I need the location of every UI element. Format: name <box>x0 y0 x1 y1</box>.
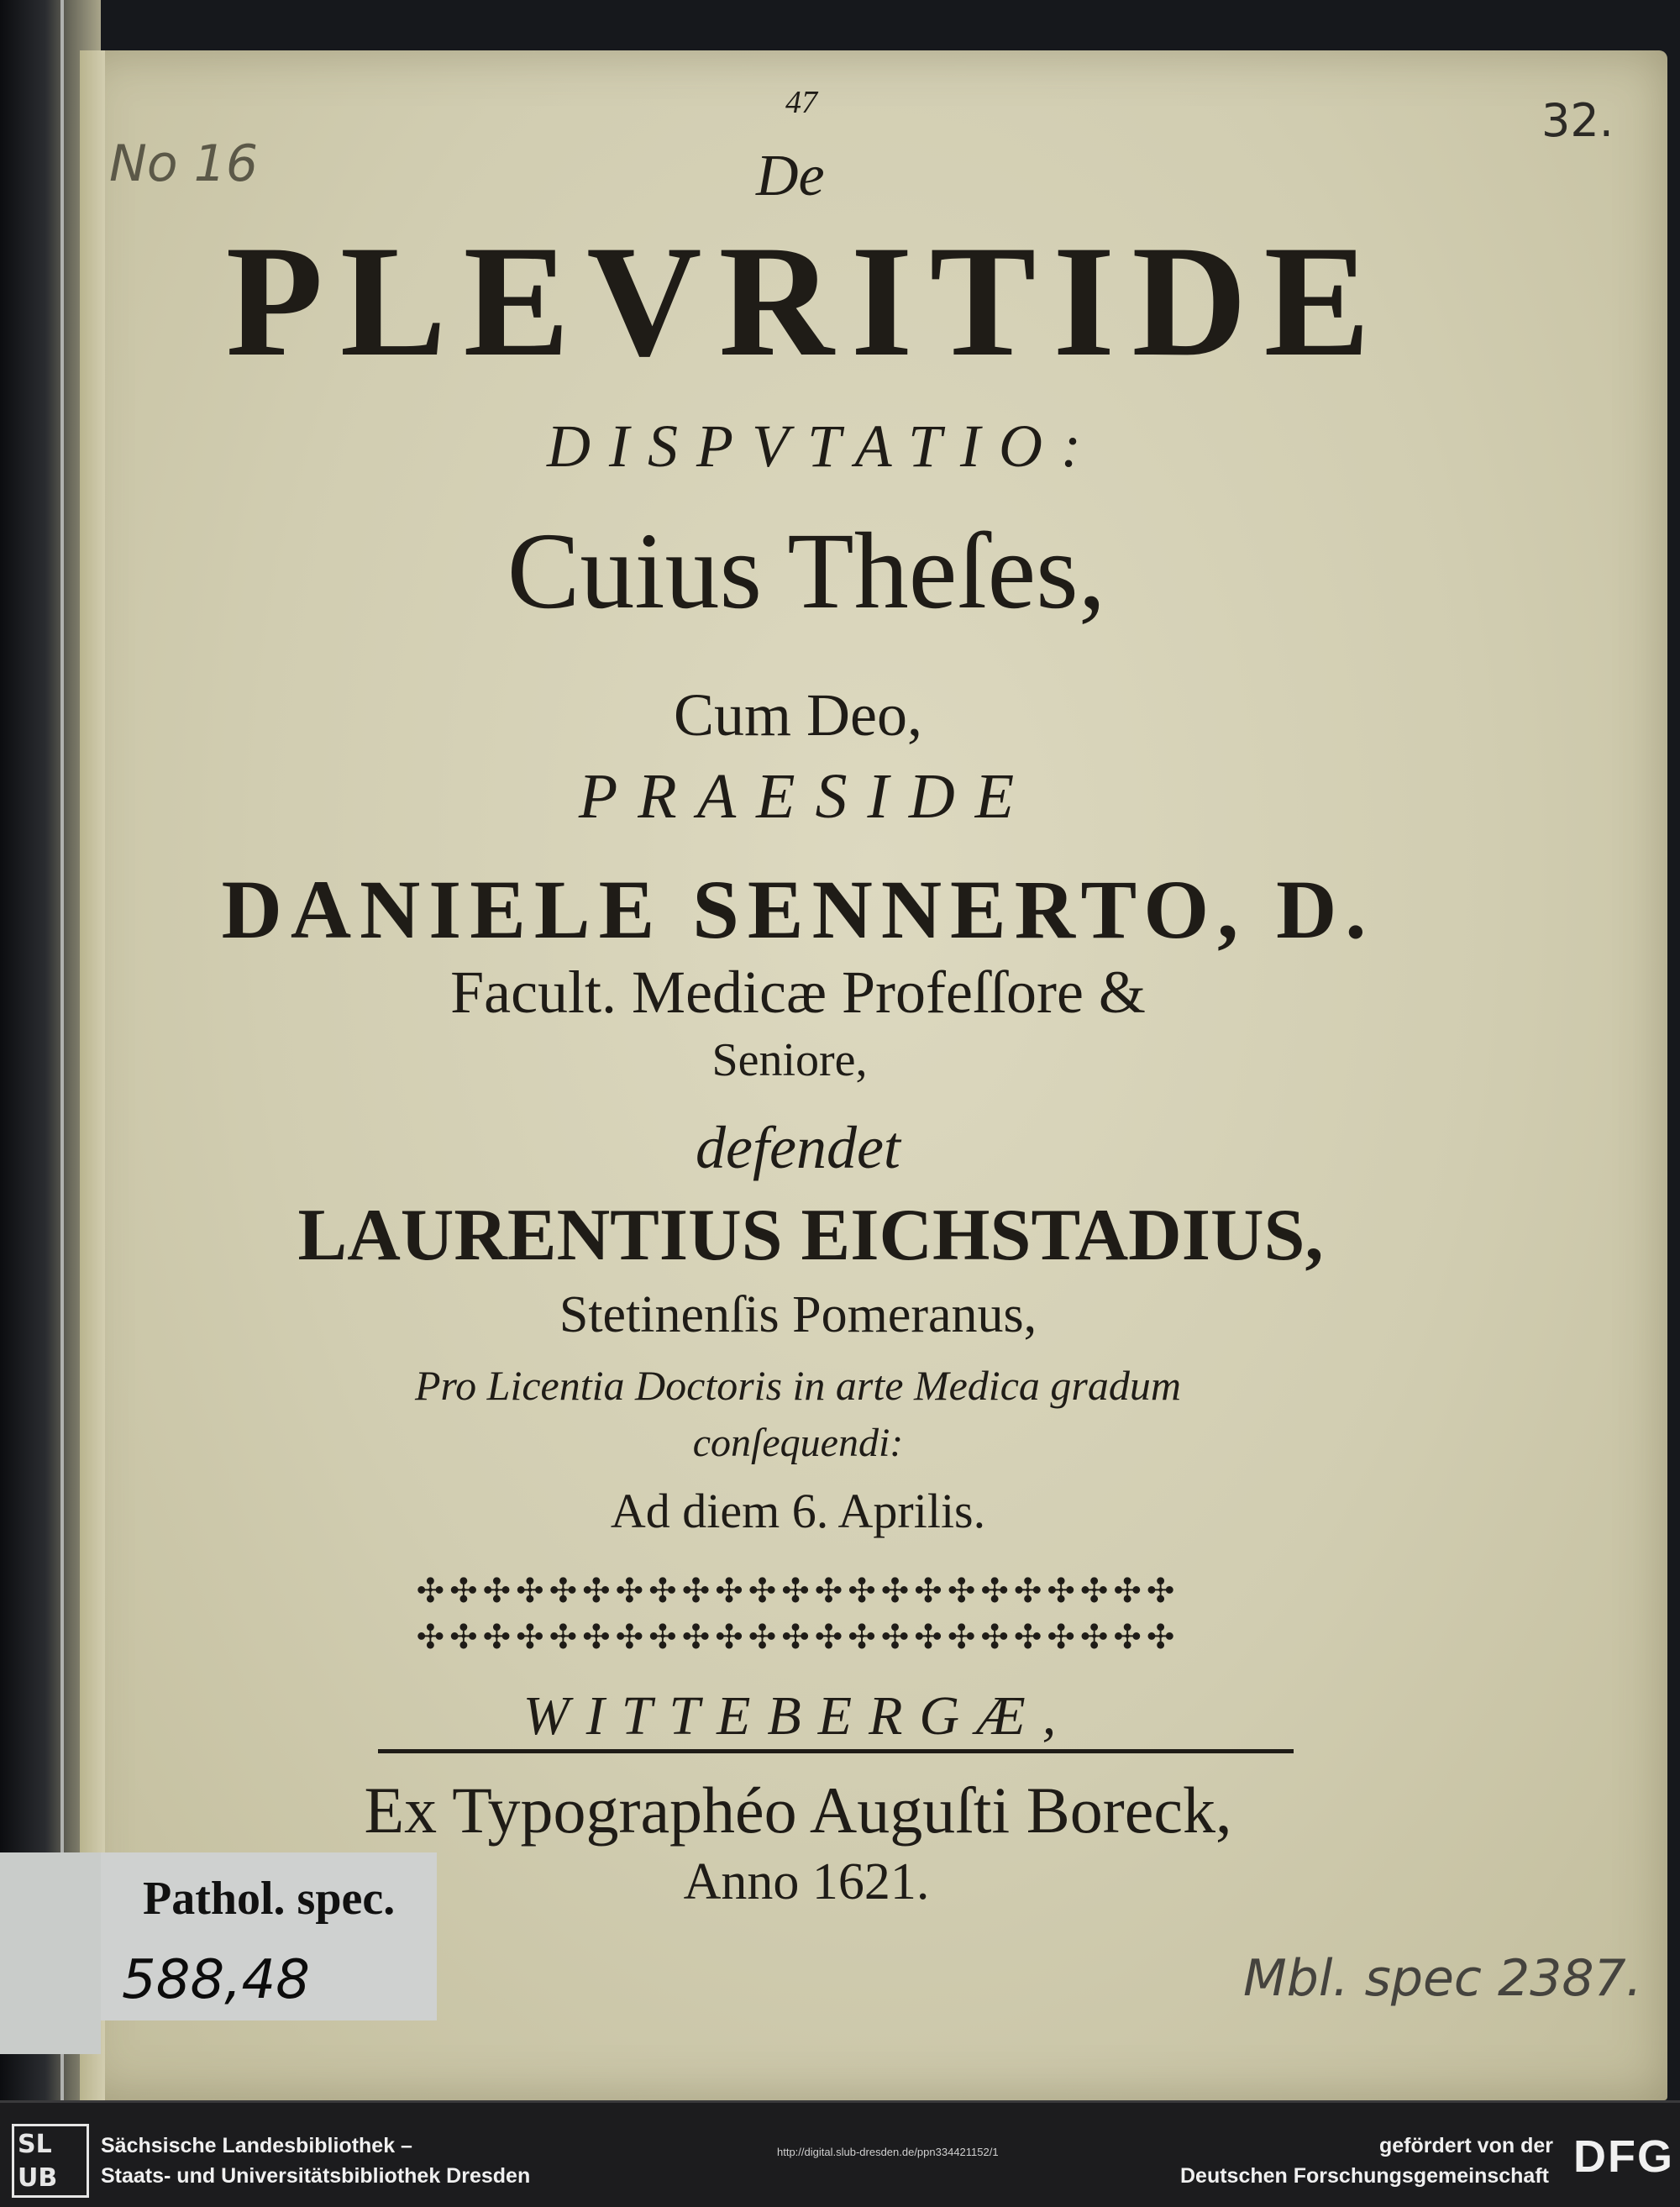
praeside-heading: PRAESIDE <box>578 761 1035 832</box>
handwritten-shelfmark: Mbl. spec 2387. <box>1243 1949 1642 2008</box>
cum-deo: Cum Deo, <box>674 681 922 749</box>
imprint-rule <box>378 1749 1294 1753</box>
purpose-line-2: conſequendi: <box>692 1421 904 1465</box>
library-name-line2: Staats- und Universitätsbibliothek Dresden <box>101 2164 531 2188</box>
funded-line1: gefördert von der <box>1379 2134 1553 2157</box>
respondent-name: LAURENTIUS EICHSTADIUS, <box>297 1195 1324 1276</box>
dfg-logo: DFG <box>1573 2131 1674 2182</box>
ornament-row: ✣✣✣✣✣✣✣✣✣✣✣✣✣✣✣✣✣✣✣✣✣✣✣ <box>416 1618 1180 1656</box>
label-side-strip <box>0 1852 101 2054</box>
slub-logo <box>12 2124 89 2198</box>
slub-logo-text: UB <box>18 2163 58 2193</box>
shelf-label-number: 588,48 <box>122 1949 310 2011</box>
funded-line2: Deutschen Forschungsgemeinschaft <box>1180 2164 1549 2188</box>
library-name-line1: Sächsische Landesbibliothek – <box>101 2134 412 2157</box>
old-shelf-number: No 16 <box>109 134 259 193</box>
imprint-year: Anno 1621. <box>683 1853 930 1910</box>
slub-logo-text: SL <box>18 2130 52 2159</box>
subtitle-disputatio: DISPVTATIO: <box>547 412 1100 480</box>
imprint-printer: Ex Typographéo Auguſti Boreck, <box>364 1773 1232 1847</box>
de-word: De <box>756 144 825 208</box>
praeses-seniore: Seniore, <box>711 1034 868 1086</box>
ornament-row: ✣✣✣✣✣✣✣✣✣✣✣✣✣✣✣✣✣✣✣✣✣✣✣ <box>416 1572 1180 1610</box>
purpose-line: Pro Licentia Doctoris in arte Medica gradum <box>415 1362 1181 1409</box>
source-url[interactable]: http://digital.slub-dresden.de/ppn334421152/1 <box>777 2146 999 2158</box>
imprint-place: WITTEBERGÆ, <box>522 1685 1074 1747</box>
folio-number: 32. <box>1541 94 1614 147</box>
cuius-theses: Cuius Theſes, <box>507 511 1106 632</box>
praeses-name: DANIELE SENNERTO, D. <box>221 863 1375 956</box>
handwritten-number: 47 <box>785 85 817 120</box>
defendet-word: defendet <box>696 1114 900 1181</box>
respondent-origin: Stetinenſis Pomeranus, <box>559 1286 1037 1343</box>
praeses-title: Facult. Medicæ Profeſſore & <box>450 959 1146 1026</box>
shelf-label-text: Pathol. spec. <box>143 1873 396 1925</box>
main-title: PLEVRITIDE <box>225 213 1388 390</box>
date-line: Ad diem 6. Aprilis. <box>610 1484 986 1538</box>
